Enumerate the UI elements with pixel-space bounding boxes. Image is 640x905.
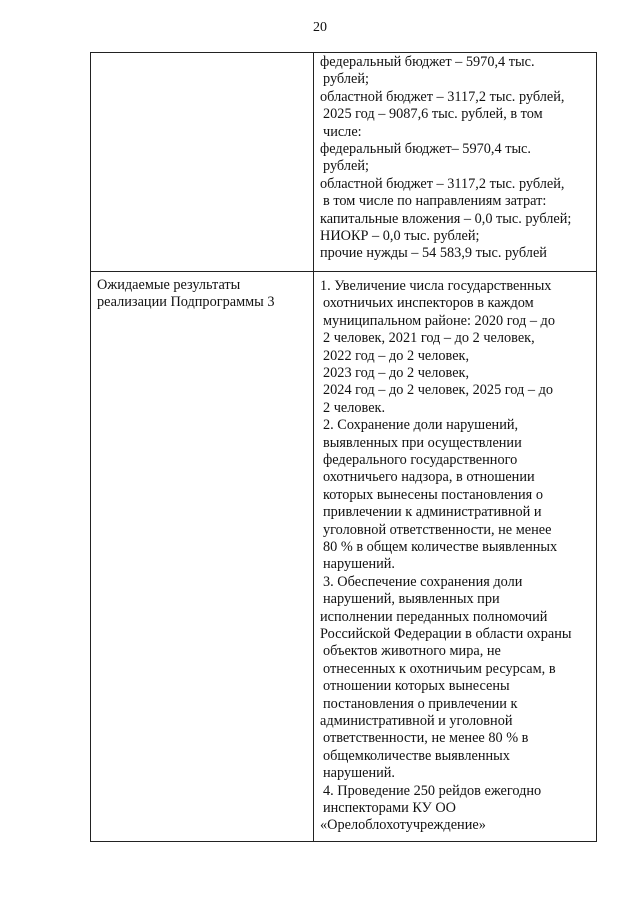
text-line: 3. Обеспечение сохранения доли	[323, 573, 523, 590]
table-cell-label	[91, 271, 314, 841]
text-line: числе:	[323, 123, 362, 140]
text-line: привлечении к административной и	[323, 504, 542, 521]
text-line: Российской Федерации в области охраны	[320, 626, 572, 642]
text-line: охотничьих инспекторов в каждом	[323, 295, 534, 312]
text-line: выявленных при осуществлении	[323, 434, 522, 451]
text-line: прочие нужды – 54 583,9 тыс. рублей	[320, 245, 547, 262]
text-line: отношении которых вынесены	[323, 678, 510, 695]
text-line: 2024 год – до 2 человек, 2025 год – до	[323, 382, 554, 399]
text-line: 2022 год – до 2 человек,	[323, 347, 470, 364]
text-line: областной бюджет – 3117,2 тыс. рублей,	[320, 175, 565, 192]
page-number: 20	[313, 20, 327, 35]
text-line: рублей;	[323, 71, 369, 88]
row-label-line: Ожидаемые результаты	[97, 276, 241, 293]
text-line: инспекторами КУ ОО	[323, 800, 456, 817]
text-line: объектов животного мира, не	[323, 643, 501, 660]
table-row	[91, 53, 597, 272]
text-line: федерального государственного	[323, 451, 518, 468]
text-line: НИОКР – 0,0 тыс. рублей;	[320, 228, 480, 245]
text-line: федеральный бюджет – 5970,4 тыс.	[320, 54, 535, 70]
document-table	[90, 52, 597, 842]
text-line: «Орелоблохотучреждение»	[320, 817, 486, 834]
table-cell-label	[91, 53, 314, 272]
text-line: рублей;	[323, 158, 369, 175]
text-line: постановления о привлечении к	[323, 695, 518, 712]
row1-left-content	[91, 53, 313, 62]
text-line: областной бюджет – 3117,2 тыс. рублей,	[320, 88, 565, 105]
text-line: нарушений.	[323, 556, 395, 573]
text-line: в том числе по направлениям затрат:	[323, 193, 547, 210]
text-line: федеральный бюджет– 5970,4 тыс.	[320, 141, 531, 158]
text-line: которых вынесены постановления о	[323, 486, 543, 503]
text-line: нарушений.	[323, 765, 395, 782]
table-row	[91, 271, 597, 841]
text-line: 1. Увеличение числа государственных	[320, 277, 552, 294]
text-line: 2025 год – 9087,6 тыс. рублей, в том	[323, 106, 543, 123]
row2-left-content	[91, 272, 313, 316]
text-line: отнесенных к охотничьим ресурсам, в	[323, 660, 556, 677]
text-line: 2 человек, 2021 год – до 2 человек,	[323, 330, 535, 347]
text-line: уголовной ответственности, не менее	[323, 521, 552, 538]
text-line: административной и уголовной	[320, 713, 513, 730]
text-line: охотничьего надзора, в отношении	[323, 469, 535, 486]
text-line: исполнении переданных полномочий	[320, 608, 548, 625]
row1-right-content	[314, 53, 596, 271]
row-label-line: реализации Подпрограммы 3	[97, 294, 275, 311]
text-line: нарушений, выявленных при	[323, 591, 500, 608]
text-line: 2. Сохранение доли нарушений,	[323, 417, 519, 434]
table-cell-value	[314, 53, 597, 272]
text-line: общемколичестве выявленных	[323, 747, 510, 764]
text-line: муниципальном районе: 2020 год – до	[323, 312, 555, 329]
text-line: 2023 год – до 2 человек,	[323, 364, 470, 381]
text-line: 2 человек.	[323, 399, 386, 416]
row2-right-content	[314, 272, 596, 841]
text-line: 80 % в общем количестве выявленных	[323, 538, 558, 555]
text-line: капитальные вложения – 0,0 тыс. рублей;	[320, 210, 572, 227]
table-cell-value	[314, 271, 597, 841]
text-line: ответственности, не менее 80 % в	[323, 730, 529, 747]
text-line: 4. Проведение 250 рейдов ежегодно	[323, 782, 542, 799]
